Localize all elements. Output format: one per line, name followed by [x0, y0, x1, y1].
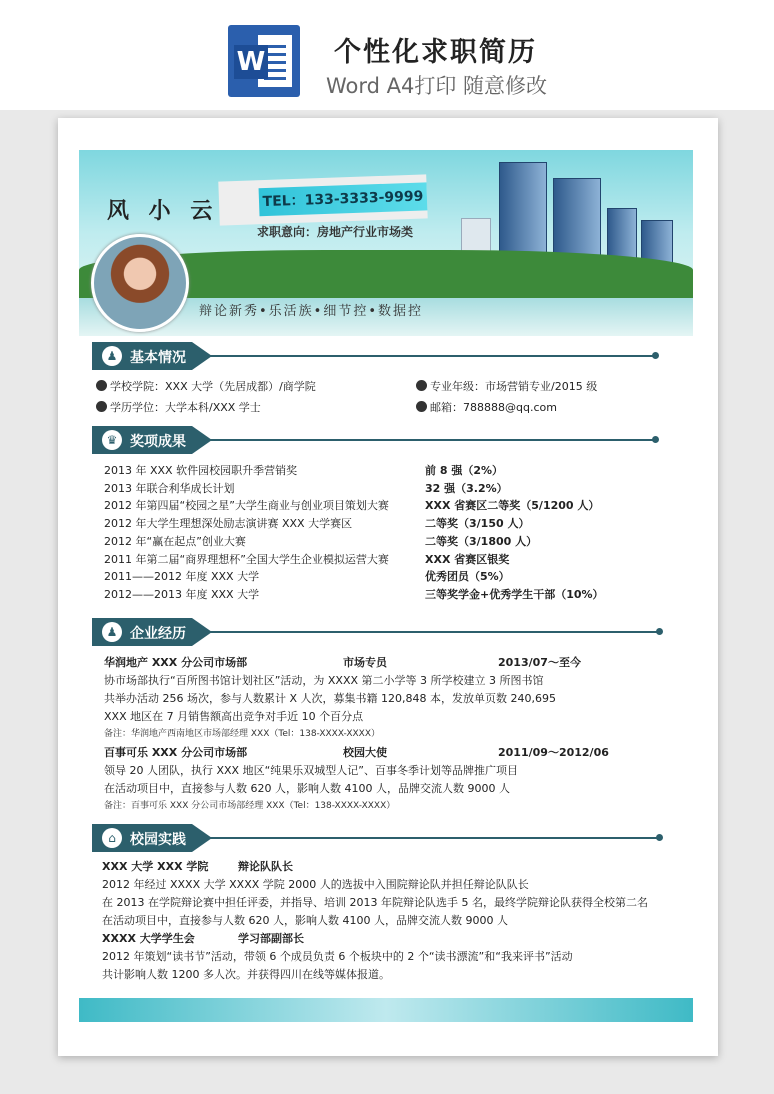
award-name: 2012 年大学生理想深处励志演讲赛 XXX 大学赛区	[104, 517, 353, 531]
mail-icon	[416, 401, 427, 412]
job-detail: 在活动项目中，直接参与人数 620 人，影响人数 4100 人，品牌交流人数 9000 人	[104, 782, 510, 795]
award-name: 2012 年第四届“校园之星”大学生商业与创业项目策划大赛	[104, 499, 389, 513]
bottom-decoration-bar	[79, 998, 693, 1022]
person-icon: ♟	[102, 346, 122, 366]
award-result: 三等奖学金+优秀学生干部（10%）	[425, 587, 604, 601]
job-detail: XXX 地区在 7 月销售额高出竞争对手近 10 个百分点	[104, 710, 364, 723]
campus-org: XXX 大学 XXX 学院	[102, 860, 209, 873]
book-icon	[416, 380, 427, 391]
basic-major: 专业年级：市场营销专业/2015 级	[416, 378, 597, 394]
campus-role: 辩论队队长	[238, 860, 293, 873]
job-company: 华润地产 XXX 分公司市场部	[104, 656, 248, 669]
job-period: 2013/07～至今	[498, 656, 581, 669]
award-result: XXX 省赛区二等奖（5/1200 人）	[425, 499, 600, 513]
award-name: 2011 年第二届“商界理想杯”全国大学生企业模拟运营大赛	[104, 552, 389, 566]
section-title-awards: 奖项成果	[130, 434, 186, 450]
candidate-name: 风 小 云	[107, 199, 219, 224]
section-title-work: 企业经历	[130, 626, 186, 642]
job-detail: 领导 20 人团队，执行 XXX 地区“纯果乐双城型人记”、百事冬季计划等品牌推广项目	[104, 764, 518, 777]
building-icon: ⌂	[102, 828, 122, 848]
resume-banner	[79, 150, 693, 336]
campus-detail: 2012 年经过 XXXX 大学 XXXX 学院 2000 人的选拔中入围院辩论队并担任辩论队队长	[102, 878, 529, 891]
campus-org: XXXX 大学学生会	[102, 932, 195, 945]
resume-page	[58, 118, 718, 1056]
award-name: 2012——2013 年度 XXX 大学	[104, 587, 260, 601]
people-icon: ♟	[102, 622, 122, 642]
tel-text: TEL：133-3333-9999	[259, 182, 428, 216]
trophy-icon: ♛	[102, 430, 122, 450]
job-note: 备注：华润地产西南地区市场部经理 XXX（Tel：138-XXXX-XXXX）	[104, 729, 381, 739]
page-header	[0, 0, 774, 110]
job-role: 市场专员	[343, 656, 387, 669]
job-detail: 共举办活动 256 场次，参与人数累计 X 人次，募集书籍 120,848 本，发放单页数 240,695	[104, 692, 556, 705]
campus-detail: 在活动项目中，直接参与人数 620 人，影响人数 4100 人，品牌交流人数 9000 人	[102, 914, 508, 927]
page-subtitle: Word A4打印 随意修改	[326, 74, 548, 98]
campus-detail: 共计影响人数 1200 多人次。并获得四川在线等媒体报道。	[102, 968, 390, 981]
award-result: 二等奖（3/1800 人）	[425, 534, 538, 548]
section-basic	[92, 342, 662, 370]
award-result: XXX 省赛区银奖	[425, 552, 510, 566]
job-company: 百事可乐 XXX 分公司市场部	[104, 746, 248, 759]
word-icon	[228, 25, 300, 97]
basic-degree: 学历学位：大学本科/XXX 学士	[96, 399, 261, 415]
award-result: 优秀团员（5%）	[425, 570, 510, 584]
basic-email: 邮箱：788888@qq.com	[416, 399, 557, 415]
award-name: 2013 年联合利华成长计划	[104, 481, 235, 495]
school-icon	[96, 380, 107, 391]
award-result: 前 8 强（2%）	[425, 464, 503, 477]
section-title-basic: 基本情况	[130, 350, 186, 366]
campus-detail: 2012 年策划“读书节”活动，带领 6 个成员负责 6 个板块中的 2 个“读书漂流”和“我来评书”活动	[102, 950, 573, 963]
building-illustration	[499, 162, 547, 264]
basic-school: 学校学院：XXX 大学（先居成都）/商学院	[96, 378, 316, 394]
word-letter: W	[234, 45, 268, 79]
job-role: 校园大使	[343, 746, 387, 759]
personal-tags: 辩论新秀•乐活族•细节控•数据控	[199, 304, 424, 319]
campus-role: 学习部副部长	[238, 932, 304, 945]
job-detail: 协市场部执行“百所图书馆计划社区”活动，为 XXXX 第二小学等 3 所学校建立 3 所图书馆	[104, 674, 544, 687]
section-work	[92, 618, 666, 646]
tel-label	[218, 174, 427, 225]
campus-detail: 在 2013 在学院辩论赛中担任评委，并指导、培训 2013 年院辩论队选手 5 名，最终学院辩论队获得全校第二名	[102, 896, 648, 909]
award-result: 32 强（3.2%）	[425, 481, 508, 495]
section-title-campus: 校园实践	[130, 832, 186, 848]
job-intent: 求职意向：房地产行业市场类	[257, 225, 414, 239]
award-name: 2011——2012 年度 XXX 大学	[104, 570, 260, 584]
section-campus	[92, 824, 666, 852]
award-result: 二等奖（3/150 人）	[425, 517, 530, 531]
award-name: 2012 年“赢在起点”创业大赛	[104, 534, 246, 548]
page-title: 个性化求职简历	[334, 37, 537, 68]
job-note: 备注：百事可乐 XXX 分公司市场部经理 XXX（Tel：138-XXXX-XXXX）	[104, 801, 396, 811]
job-period: 2011/09～2012/06	[498, 746, 609, 759]
award-name: 2013 年 XXX 软件园校园职升季营销奖	[104, 464, 298, 477]
avatar	[91, 234, 189, 332]
grad-cap-icon	[96, 401, 107, 412]
section-awards	[92, 426, 662, 454]
